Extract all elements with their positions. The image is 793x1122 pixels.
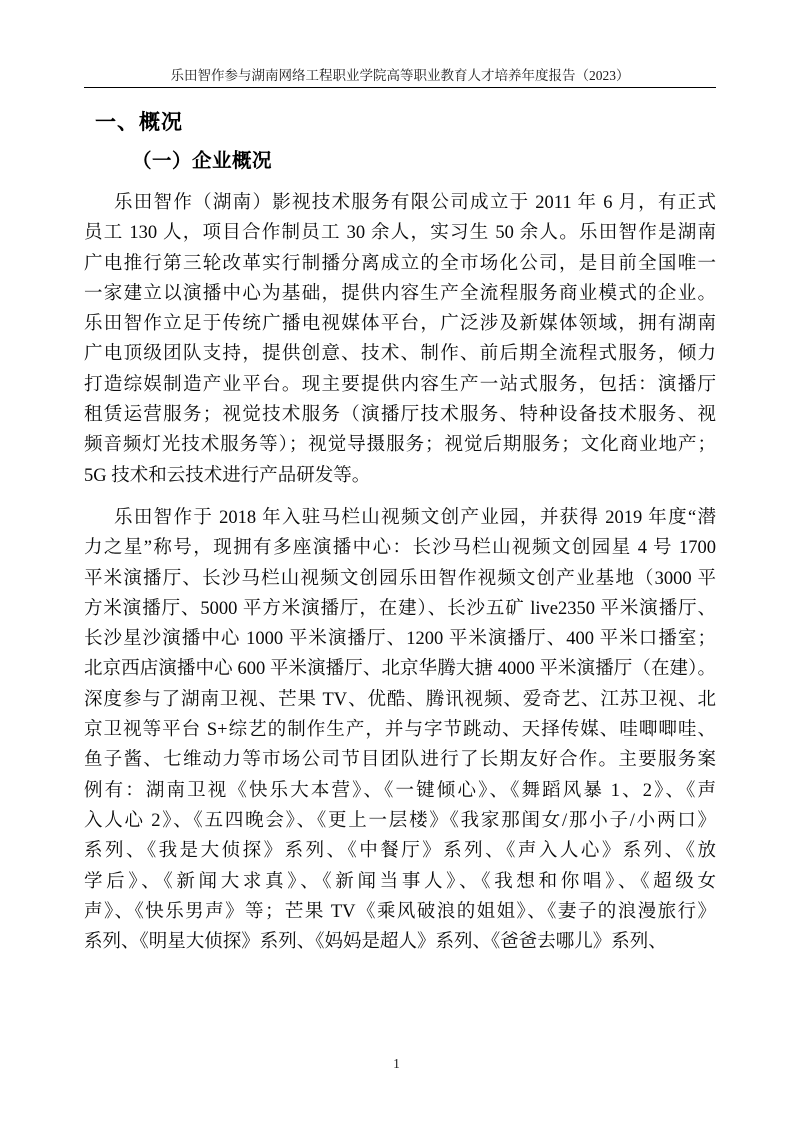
text-line: 例有：湖南卫视《快乐大本营》、《一键倾心》、《舞蹈风暴 1、2》、《声 (84, 780, 716, 801)
text-line: 平米演播厅、长沙马栏山视频文创园乐田智作视频文创产业基地（3000 平 (84, 568, 716, 589)
section-heading: 一、概况 (95, 111, 183, 134)
text-line: 力之星”称号，现拥有多座演播中心：长沙马栏山视频文创园星 4 号 1700 (84, 538, 716, 559)
text-line: 系列、《明星大侦探》系列、《妈妈是超人》系列、《爸爸去哪儿》系列、 (84, 932, 667, 953)
text-line: 北京西店演播中心 600 平米演播厅、北京华腾大搪 4000 平米演播厅（在建）。 (84, 659, 716, 680)
page-content (84, 0, 716, 957)
text-line: 入人心 2》、《五四晚会》、《更上一层楼》《我家那闺女/那小子/小两口》 (84, 810, 716, 831)
text-line: 鱼子酱、七维动力等市场公司节目团队进行了长期友好合作。主要服务案 (84, 750, 716, 771)
subsection-heading: （一）企业概况 (132, 150, 273, 172)
text-line: 长沙星沙演播中心 1000 平米演播厅、1200 平米演播厅、400 平米口播室； (84, 629, 716, 650)
text-line: 广电推行第三轮改革实行制播分离成立的全市场化公司，是目前全国唯一 (84, 253, 716, 274)
text-line: 频音频灯光技术服务等）；视觉导摄服务；视觉后期服务；文化商业地产； (84, 435, 716, 456)
text-line: 广电顶级团队支持，提供创意、技术、制作、前后期全流程式服务，倾力 (84, 344, 716, 365)
text-line: 员工 130 人，项目合作制员工 30 余人，实习生 50 余人。乐田智作是湖南 (84, 223, 716, 244)
text-line: 学后》、《新闻大求真》、《新闻当事人》、《我想和你唱》、《超级女 (84, 871, 716, 892)
text-line: 打造综娱制造产业平台。现主要提供内容生产一站式服务，包括：演播厅 (84, 374, 716, 395)
text-line: 系列、《我是大侦探》系列、《中餐厅》系列、《声入人心》系列、《放 (84, 841, 716, 862)
text-line: 租赁运营服务；视觉技术服务（演播厅技术服务、特种设备技术服务、视 (84, 405, 716, 426)
paragraph-studios-and-programs (84, 503, 716, 957)
paragraph-company-overview (84, 188, 716, 491)
text-line: 5G 技术和云技术进行产品研发等。 (84, 465, 371, 486)
running-header: 乐田智作参与湖南网络工程职业学院高等职业教育人才培养年度报告（2023） (84, 68, 716, 88)
text-line: 声》、《快乐男声》等；芒果 TV《乘风破浪的姐姐》、《妻子的浪漫旅行》 (84, 901, 716, 922)
text-line: 乐田智作（湖南）影视技术服务有限公司成立于 2011 年 6 月，有正式 (114, 193, 716, 213)
text-line: 乐田智作于 2018 年入驻马栏山视频文创产业园，并获得 2019 年度“潜 (114, 507, 716, 528)
page-number: 1 (393, 1056, 400, 1071)
text-line: 方米演播厅、5000 平方米演播厅，在建）、长沙五矿 live2350 平米演播厅、 (84, 598, 716, 619)
text-line: 深度参与了湖南卫视、芒果 TV、优酷、腾讯视频、爱奇艺、江苏卫视、北 (84, 689, 716, 710)
text-line: 一家建立以演播中心为基础，提供内容生产全流程服务商业模式的企业。 (84, 283, 716, 304)
text-line: 京卫视等平台 S+综艺的制作生产，并与字节跳动、天择传媒、哇唧唧哇、 (84, 720, 716, 741)
text-line: 乐田智作立足于传统广播电视媒体平台，广泛涉及新媒体领域，拥有湖南 (84, 314, 716, 335)
